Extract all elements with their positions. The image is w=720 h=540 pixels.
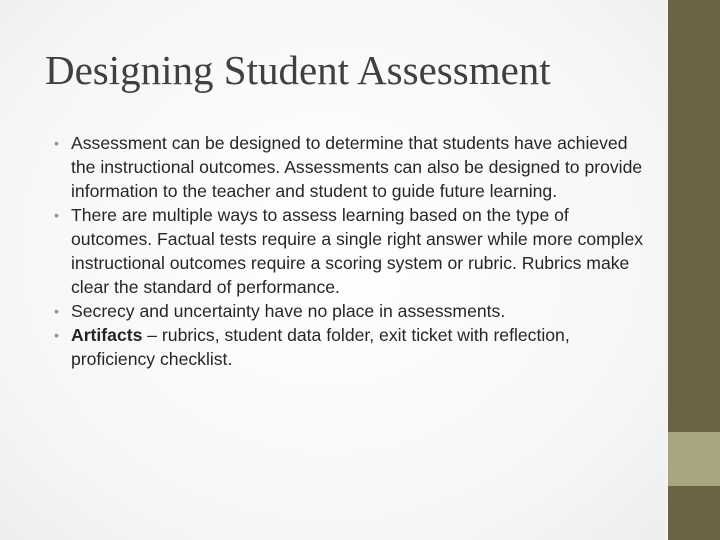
bullet-item bbox=[54, 131, 649, 203]
bullet-marker: • bbox=[54, 327, 59, 343]
bullet-text: There are multiple ways to assess learning based on the type of outcomes. Factual tests require a single right answer while more complex instructional outcomes require a scoring system or rubric. Rubrics make clear the standard of performance. bbox=[71, 205, 644, 297]
bullet-item bbox=[54, 323, 649, 371]
bullet-marker: • bbox=[54, 207, 59, 223]
bullet-list bbox=[54, 131, 649, 371]
bullet-text: Assessment can be designed to determine that students have achieved the instructional outcomes. Assessments can also be designed to provide information to the teacher and student to guide future learning. bbox=[71, 133, 643, 201]
bullet-item bbox=[54, 203, 649, 299]
bullet-item bbox=[54, 299, 649, 323]
bullet-marker: • bbox=[54, 303, 59, 319]
bullet-text: – rubrics, student data folder, exit ticket with reflection, proficiency checklist. bbox=[71, 325, 570, 369]
sidebar-accent-block bbox=[668, 432, 720, 486]
slide-title: Designing Student Assessment bbox=[45, 47, 551, 93]
bullet-text: Secrecy and uncertainty have no place in assessments. bbox=[71, 301, 506, 321]
bullet-lead-term: Artifacts bbox=[71, 325, 143, 345]
bullet-marker: • bbox=[54, 135, 59, 151]
